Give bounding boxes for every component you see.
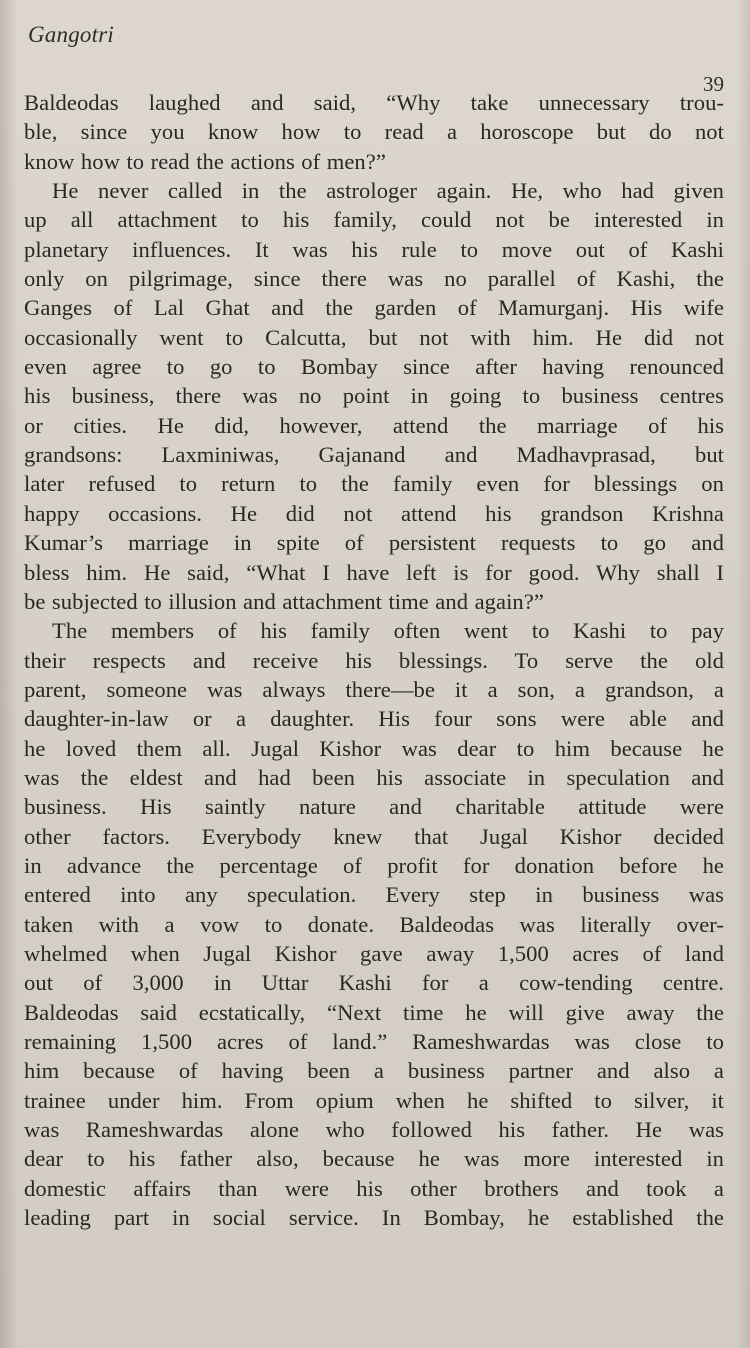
text-line: even agree to go to Bombay since after having renounced (24, 354, 724, 380)
text-line: in advance the percentage of profit for donation before he (24, 852, 724, 878)
text-line: business. His saintly nature and charitable attitude were (24, 794, 724, 820)
text-line: know how to read the actions of men?” (24, 148, 386, 174)
text-line: up all attachment to his family, could not be interested in (24, 207, 724, 233)
text-line: was the eldest and had been his associate in speculation and (24, 764, 724, 790)
running-head: Gangotri (28, 22, 114, 47)
text-line: happy occasions. He did not attend his grandson Krishna (24, 500, 724, 526)
text-line: only on pilgrimage, since there was no parallel of Kashi, the (24, 266, 724, 292)
text-line: taken with a vow to donate. Baldeodas was literally over- (24, 911, 724, 937)
text-line: was Rameshwardas alone who followed his father. He was (24, 1117, 724, 1143)
text-line: grandsons: Laxminiwas, Gajanand and Madhavprasad, but (24, 442, 724, 468)
text-line: Kumar’s marriage in spite of persistent requests to go and (24, 530, 724, 556)
text-line: dear to his father also, because he was more interested in (24, 1146, 724, 1172)
text-line: entered into any speculation. Every step in business was (24, 882, 724, 908)
text-line: He never called in the astrologer again. He, who had given (52, 178, 724, 204)
text-line: him because of having been a business partner and also a (24, 1058, 724, 1084)
text-line: later refused to return to the family even for blessings on (24, 471, 724, 497)
text-line: be subjected to illusion and attachment time and again?” (24, 588, 544, 614)
text-line: remaining 1,500 acres of land.” Rameshwardas was close to (24, 1029, 724, 1054)
text-line: whelmed when Jugal Kishor gave away 1,500 acres of land (24, 940, 724, 966)
text-line: other factors. Everybody knew that Jugal Kishor decided (24, 823, 724, 849)
text-line: their respects and receive his blessings. To serve the old (24, 647, 724, 673)
text-line: ble, since you know how to read a horoscope but do not (24, 119, 724, 145)
text-line: planetary influences. It was his rule to move out of Kashi (24, 236, 724, 262)
text-line: occasionally went to Calcutta, but not with him. He did not (24, 324, 724, 350)
page-number: 39 (703, 72, 724, 96)
text-line: The members of his family often went to Kashi to pay (52, 618, 724, 644)
text-line: domestic affairs than were his other brothers and took a (24, 1175, 724, 1201)
text-line: his business, there was no point in going to business centres (24, 383, 724, 409)
text-line: Baldeodas laughed and said, “Why take unnecessary trou- (24, 90, 724, 115)
text-line: or cities. He did, however, attend the marriage of his (24, 412, 724, 438)
body-text (24, 88, 724, 1232)
text-line: parent, someone was always there—be it a son, a grandson, a (24, 676, 724, 702)
text-line: leading part in social service. In Bombay, he established the (24, 1205, 724, 1231)
text-line: he loved them all. Jugal Kishor was dear to him because he (24, 735, 724, 761)
text-line: Baldeodas said ecstatically, “Next time he will give away the (24, 999, 724, 1025)
text-line: out of 3,000 in Uttar Kashi for a cow-tending centre. (24, 970, 724, 996)
text-line: Ganges of Lal Ghat and the garden of Mamurganj. His wife (24, 295, 724, 321)
text-line: trainee under him. From opium when he shifted to silver, it (24, 1087, 724, 1113)
text-line: bless him. He said, “What I have left is for good. Why shall I (24, 559, 724, 585)
text-line: daughter-in-law or a daughter. His four sons were able and (24, 706, 724, 732)
